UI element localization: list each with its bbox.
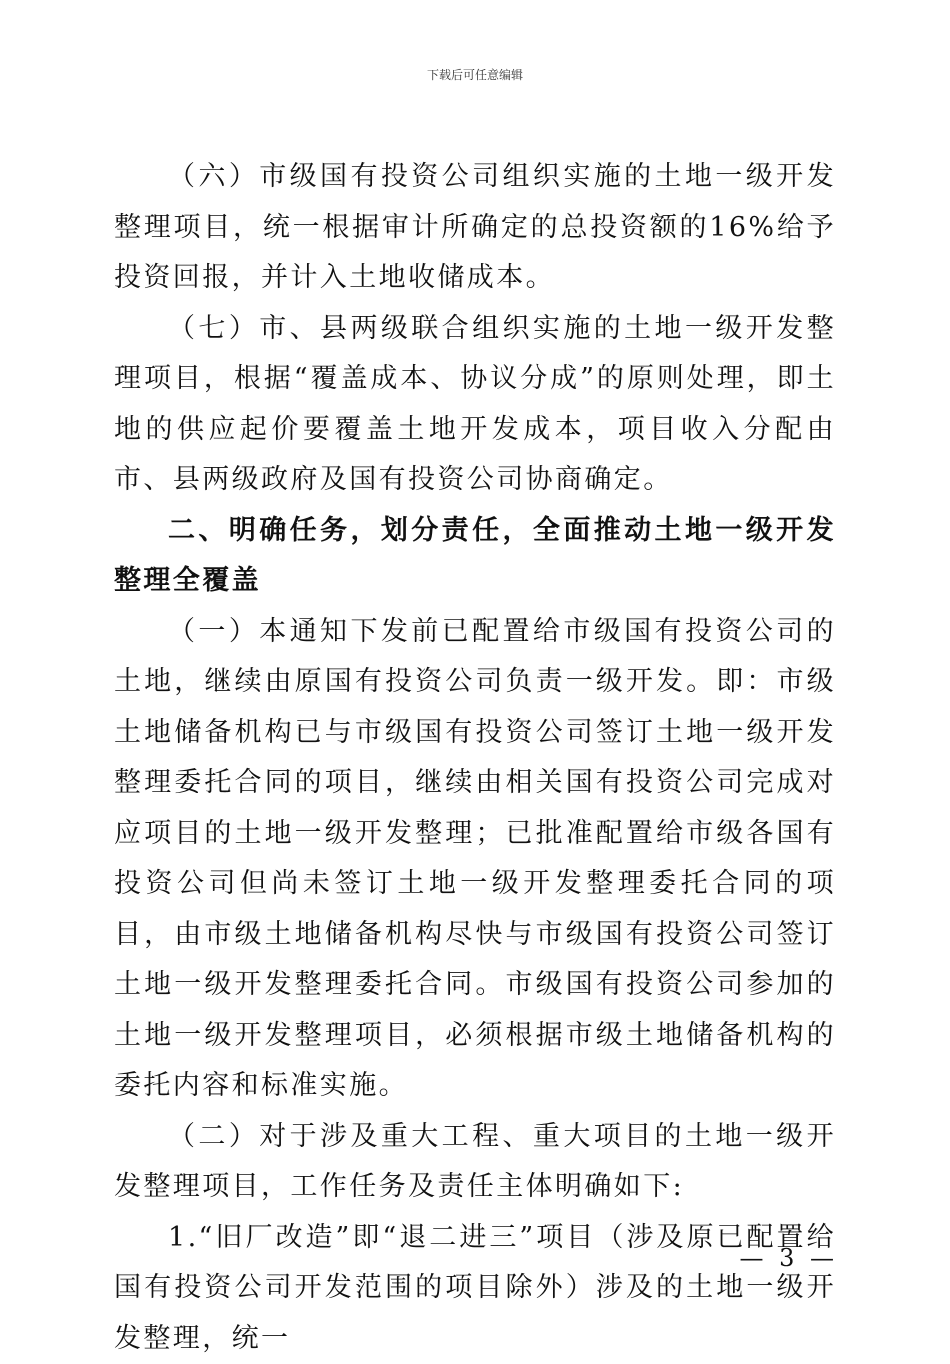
page-number: — 3 — (739, 1244, 838, 1272)
paragraph-one: （一）本通知下发前已配置给市级国有投资公司的土地，继续由原国有投资公司负责一级开发。即：市级土地储备机构已与市级国有投资公司签订土地一级开发整理委托合同的项目，继续由相关国有投资公司完成对应项目的土地一级开发整理；已批准配置给市级各国有投资公司但尚未签订土地一级开发整理委托合同的项目，由市级土地储备机构尽快与市级国有投资公司签订土地一级开发整理委托合同。市级国有投资公司参加的土地一级开发整理项目，必须根据市级土地储备机构的委托内容和标准实施。 (114, 607, 836, 1112)
paragraph-six: （六）市级国有投资公司组织实施的土地一级开发整理项目，统一根据审计所确定的总投资额的16%给予投资回报，并计入土地收储成本。 (114, 152, 836, 304)
section-heading-two: 二、明确任务，划分责任，全面推动土地一级开发整理全覆盖 (114, 506, 836, 607)
paragraph-item-1: 1.“旧厂改造”即“退二进三”项目（涉及原已配置给国有投资公司开发范围的项目除外）涉及的土地一级开发整理，统一 (114, 1213, 836, 1364)
header-note: 下载后可任意编辑 (0, 66, 950, 83)
paragraph-two: （二）对于涉及重大工程、重大项目的土地一级开发整理项目，工作任务及责任主体明确如下: (114, 1112, 836, 1213)
body-text (114, 152, 836, 1364)
paragraph-seven: （七）市、县两级联合组织实施的土地一级开发整理项目，根据“覆盖成本、协议分成”的原则处理，即土地的供应起价要覆盖土地开发成本，项目收入分配由市、县两级政府及国有投资公司协商确定。 (114, 304, 836, 506)
